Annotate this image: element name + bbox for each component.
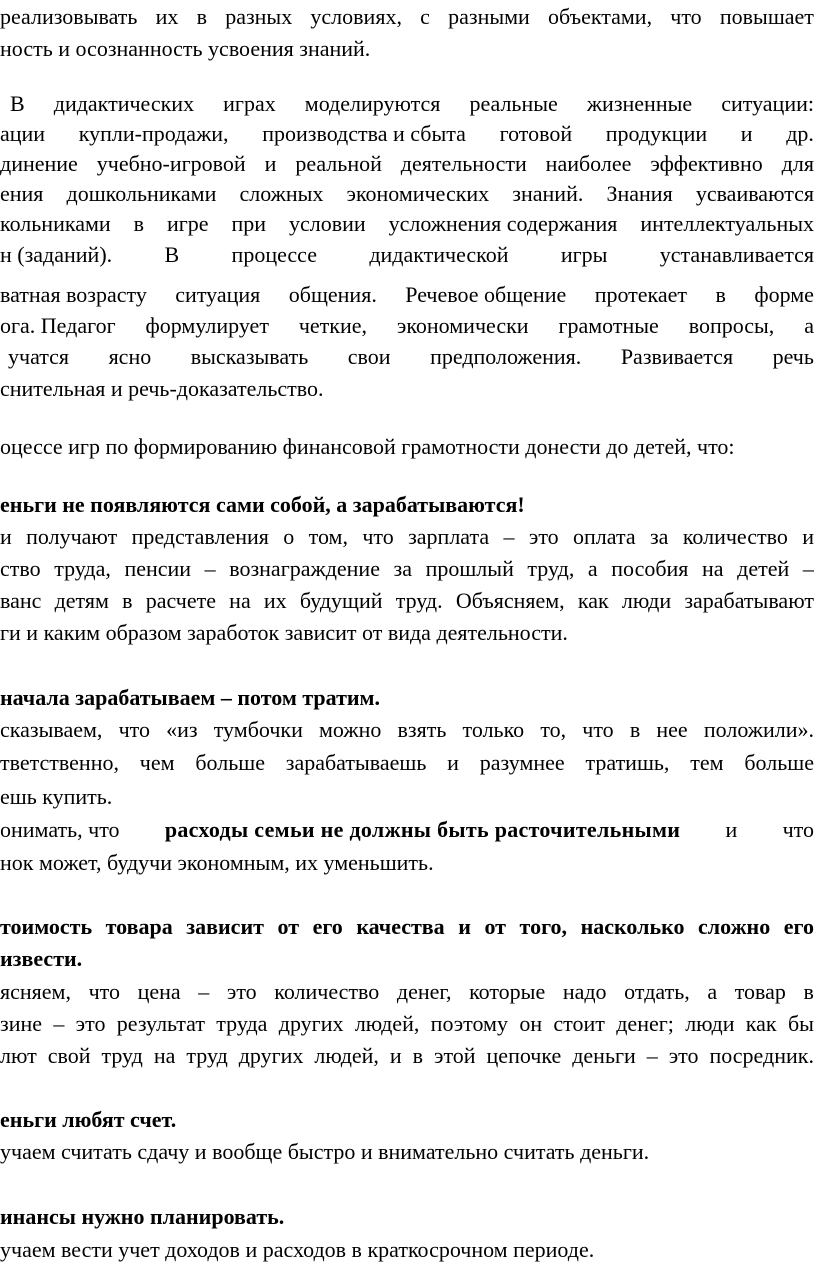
word: реальной [295,151,382,176]
word: товар [734,979,786,1004]
word: – [198,979,210,1004]
word: товара [105,914,173,939]
word: сложно [698,914,771,939]
word: разумнее [479,750,565,775]
word: пособия [611,556,689,581]
word: ясняем, [0,979,71,1004]
word: и [447,750,459,775]
word: ения [0,181,44,206]
word: больше [195,750,265,775]
word: интеллектуальных [640,211,814,236]
word: он [519,1011,543,1036]
word: пенсии [124,556,192,581]
word: тумбочки [213,717,303,742]
word: кольниками [0,211,111,236]
word: «из [166,717,198,742]
section-2-line-3: ешь купить. [0,784,113,809]
word: процессе [231,242,317,267]
intro-line: оцессе игр по формированию финансовой грамотности донести до детей, что: [0,434,735,459]
word: в [122,588,133,613]
word: разными [448,4,530,29]
word: и [458,914,471,939]
word: условии [288,211,366,236]
word: свои [347,344,391,369]
word: на [702,556,724,581]
word: денег; [616,1011,674,1036]
word: зависит [186,914,264,939]
word: жизненные [586,91,693,116]
word: деятельности [400,151,527,176]
word: как [577,588,609,613]
word: нее [656,717,688,742]
word: динение [0,151,78,176]
word: это [226,979,257,1004]
word: зарабатывают [684,588,814,613]
word: количество [274,979,380,1004]
section-5-heading: инансы нужно планировать. [0,1204,285,1229]
section-3-line-3 [0,1041,814,1071]
word: получают [26,524,118,549]
word: от [277,914,300,939]
word: на [229,588,251,613]
word: это [75,1011,106,1036]
section-2-line-4-end-a: и [725,817,738,842]
word: сказываем, [0,717,103,742]
word: дидактических [53,91,195,116]
word: ясно [108,344,152,369]
word: грамотные [558,313,659,338]
word: четкие, [298,313,367,338]
word: др. [786,121,814,146]
word: учатся [8,344,70,369]
word: эффективно [650,151,763,176]
word: труд [101,1043,143,1068]
word: наиболее [545,151,632,176]
word: больше [744,750,814,775]
word: люди [621,588,672,613]
word: отдать, [624,979,690,1004]
word: насколько [580,914,685,939]
word: вознаграждение [229,556,380,581]
section-1-line-3 [0,586,814,616]
word: речь [772,344,814,369]
word: тем [690,750,724,775]
word: цепочке [486,1043,562,1068]
word: стоит [553,1011,605,1036]
word: оплата [573,524,636,549]
word: свой [47,1043,91,1068]
word: людей, [354,1011,420,1036]
paragraph-1-line-2: ность и осознанность усвоения знаний. [0,36,371,61]
word: что [88,979,120,1004]
word: игры [560,242,608,267]
word: зарабатываешь [285,750,427,775]
word: детям [54,588,109,613]
word: и [389,1043,402,1068]
word: учебно-игровой [96,151,246,176]
word: ство [0,556,41,581]
word: дошкольниками [66,181,217,206]
word: в [629,717,641,742]
word: – [53,1011,65,1036]
word: о [283,524,295,549]
word: ситуация [175,282,261,307]
section-1-line-1 [0,522,814,552]
word: н (заданий). [0,242,113,267]
section-4-heading: еньги любят счет. [0,1107,177,1132]
paragraph-2-line-4 [0,179,814,209]
word: формулирует [145,313,269,338]
word: других [278,1011,344,1036]
word: моделируются [304,91,441,116]
word: как [745,1011,777,1036]
paragraph-2-line-5 [0,209,814,239]
word: и [802,524,814,549]
word: того, [519,914,568,939]
word: что [670,4,702,29]
word: повышает [719,4,814,29]
paragraph-2-line-8 [0,311,814,341]
word: В [164,242,180,267]
word: труда [216,1011,268,1036]
word: вопросы, [688,313,775,338]
word: представления [131,524,269,549]
word: за [393,556,413,581]
word: этой [434,1043,476,1068]
paragraph-2-line-9 [0,342,814,372]
word: людей, [314,1043,379,1068]
word: что [362,524,394,549]
word: количество [682,524,788,549]
word: условиях, [310,4,402,29]
word: объектами, [548,4,653,29]
word: реальные [469,91,558,116]
word: протекает [594,282,688,307]
word: сложных [239,181,324,206]
word: цена [137,979,181,1004]
paragraph-2-line-1 [0,89,814,119]
word: в [803,979,814,1004]
word: за [649,524,669,549]
word: тоимость [0,914,93,939]
section-1-line-4: ги и каким образом заработок зависит от вида деятельности. [0,620,568,645]
word: что [582,717,614,742]
word: дидактической [369,242,509,267]
word: экономических [346,181,490,206]
section-3-line-2 [0,1009,814,1039]
section-2-heading: начала зарабатываем – потом тратим. [0,685,381,710]
word: в [196,4,207,29]
word: их [155,4,179,29]
word: форме [754,282,814,307]
word: усваиваются [695,181,814,206]
word: положили». [703,717,814,742]
word: труда, [54,556,111,581]
word: это [528,524,559,549]
word: и [0,524,12,549]
section-2-line-5: нок может, будучи экономным, их уменьшить. [0,850,434,875]
word: которые [469,979,546,1004]
word: – [802,556,814,581]
word: то, [540,717,567,742]
word: а [707,979,718,1004]
word: что [118,717,150,742]
word: люди [685,1011,735,1036]
word: труд [186,1043,228,1068]
paragraph-2-line-2 [0,119,814,149]
word: В [10,91,25,116]
word: результат [116,1011,205,1036]
paragraph-1-line-1 [0,2,814,32]
word: Развивается [620,344,734,369]
word: его [312,914,343,939]
word: а [587,556,598,581]
word: их [263,588,287,613]
word: в [412,1043,424,1068]
word: и [264,151,277,176]
word: ванс [0,588,42,613]
word: с [420,4,430,29]
word: предположения. [430,344,582,369]
word: устанавливается [659,242,814,267]
word: в [715,282,726,307]
word: его [783,914,814,939]
word: бы [787,1011,814,1036]
word: и [740,121,753,146]
word: реализовывать [0,4,138,29]
section-2-line-4-start: онимать, что [0,817,120,842]
word: общения. [288,282,377,307]
word: – [646,1043,658,1068]
paragraph-2-line-7 [0,280,814,310]
section-3-line-1 [0,977,814,1007]
paragraph-2-line-10: снительная и речь-доказательство. [0,376,324,401]
word: зарплата [408,524,490,549]
word: играх [223,91,276,116]
word: на [153,1043,176,1068]
section-3-heading-2: извести. [0,946,83,971]
word: том, [308,524,348,549]
word: лют [0,1043,37,1068]
word: в [133,211,144,236]
word: взять [397,717,447,742]
word: производства и сбыта [262,121,466,146]
word: готовой [499,121,573,146]
section-2-line-4 [0,815,814,845]
word: тветственно, [0,750,119,775]
word: игре [166,211,209,236]
word: высказывать [190,344,309,369]
paragraph-2-line-6 [0,240,814,270]
section-2-line-4-bold: расходы семьи не должны быть расточительными [164,817,681,842]
section-5-line-1: учаем вести учет доходов и расходов в краткосрочном периоде. [0,1237,595,1262]
word: зине [0,1011,43,1036]
word: детей [737,556,790,581]
section-3-heading-1 [0,912,814,942]
word: ации [0,121,46,146]
word: это [668,1043,699,1068]
word: разных [225,4,293,29]
word: только [462,717,525,742]
word: денег, [396,979,452,1004]
word: ватная возрасту [0,282,147,307]
word: чем [139,750,175,775]
word: ситуации: [721,91,814,116]
word: Речевое общение [405,282,567,307]
paragraph-2-line-3 [0,149,814,179]
word: надо [562,979,607,1004]
word: купли-продажи, [78,121,229,146]
word: от [484,914,506,939]
word: других [238,1043,304,1068]
word: расчете [145,588,216,613]
word: при [231,211,267,236]
word: можно [319,717,382,742]
word: ога. Педагог [0,313,116,338]
word: а [804,313,814,338]
word: Знания [606,181,673,206]
word: поэтому [430,1011,508,1036]
word: тратишь, [585,750,670,775]
word: экономически [396,313,529,338]
word: продукции [605,121,708,146]
word: усложнения содержания [388,211,618,236]
word: будущий [299,588,383,613]
word: труд, [527,556,575,581]
word: деньги [572,1043,636,1068]
word: для [781,151,814,176]
word: прошлый [425,556,514,581]
section-2-line-2 [0,748,814,778]
word: Объясняем, [455,588,565,613]
section-2-line-1 [0,715,814,745]
word: труд. [395,588,443,613]
word: знаний. [512,181,584,206]
section-1-heading: еньги не появляются сами собой, а зарабатываются! [0,492,525,517]
word: – [503,524,515,549]
word: посредник. [709,1043,814,1068]
section-1-line-2 [0,554,814,584]
section-4-line-1: учаем считать сдачу и вообще быстро и внимательно считать деньги. [0,1139,650,1164]
section-2-line-4-end-b: что [782,817,814,842]
word: качества [356,914,445,939]
word: – [204,556,216,581]
